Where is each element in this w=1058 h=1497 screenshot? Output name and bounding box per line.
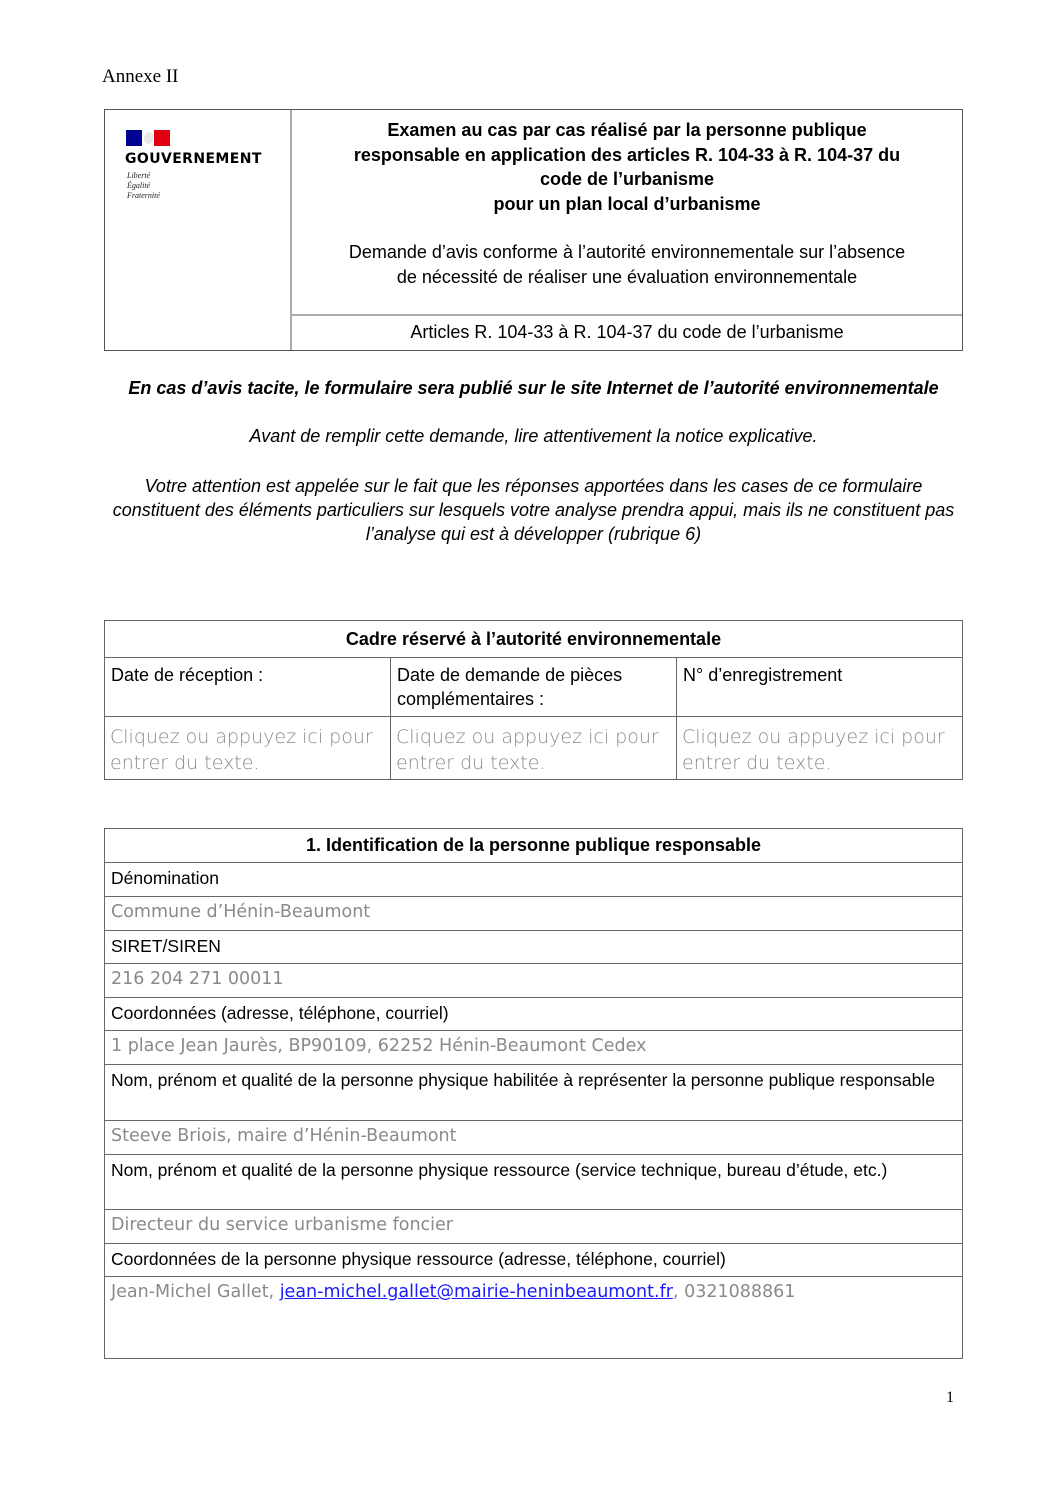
tacit-notice: En cas d’avis tacite, le formulaire sera publié sur le site Internet de l’autorité environnementale	[128, 378, 939, 398]
subtitle-line: de nécessité de réaliser une évaluation environnementale	[396, 266, 858, 287]
contact-label: Coordonnées (adresse, téléphone, courriel)	[105, 998, 963, 1031]
republic-motto	[127, 171, 160, 201]
resource-contact-name: Jean-Michel Gallet,	[111, 1282, 280, 1302]
resource-contact-phone: , 0321088861	[672, 1282, 796, 1302]
resource-contact-email-link[interactable]: jean-michel.gallet@mairie-heninbeaumont.fr	[279, 1282, 673, 1302]
registration-number-field[interactable]: Cliquez ou appuyez ici pour entrer du texte.	[677, 717, 963, 780]
form-title-bold	[292, 118, 962, 216]
denomination-field[interactable]: Commune d’Hénin-Beaumont	[105, 897, 963, 931]
header-table	[104, 109, 963, 351]
government-name: GOUVERNEMENT	[125, 151, 262, 167]
identification-table	[104, 828, 963, 1359]
siret-label: SIRET/SIREN	[105, 931, 963, 964]
reception-date-field[interactable]: Cliquez ou appuyez ici pour entrer du texte.	[105, 717, 391, 780]
title-line: responsable en application des articles R. 104-33 à R. 104-37 du	[353, 144, 901, 165]
marianne-flag-icon	[126, 130, 170, 146]
representative-field[interactable]: Steeve Briois, maire d’Hénin-Beaumont	[105, 1121, 963, 1155]
subtitle-line: Demande d’avis conforme à l’autorité environnementale sur l’absence	[348, 242, 906, 262]
motto-line: Égalité	[127, 181, 151, 190]
title-line: pour un plan local d’urbanisme	[493, 193, 761, 214]
resource-contact-field[interactable]	[105, 1277, 963, 1359]
registration-number-label: N° d’enregistrement	[677, 658, 963, 717]
resource-person-label: Nom, prénom et qualité de la personne physique ressource (service technique, bureau d’étude, etc.)	[105, 1155, 963, 1210]
annex-label: Annexe II	[102, 66, 179, 87]
form-subtitle	[292, 240, 962, 289]
denomination-label: Dénomination	[105, 863, 963, 897]
contact-field[interactable]: 1 place Jean Jaurès, BP90109, 62252 Hénin-Beaumont Cedex	[105, 1031, 963, 1065]
complementary-request-date-label: Date de demande de pièces complémentaires :	[391, 658, 677, 717]
articles-reference: Articles R. 104-33 à R. 104-37 du code de l’urbanisme	[410, 322, 844, 342]
authority-reserved-title: Cadre réservé à l’autorité environnementale	[105, 621, 963, 658]
page-number: 1	[946, 1389, 954, 1406]
logo-cell	[105, 110, 292, 350]
motto-line: Liberté	[127, 171, 151, 180]
resource-contact-label: Coordonnées de la personne physique ressource (adresse, téléphone, courriel)	[105, 1244, 963, 1277]
identification-title: 1. Identification de la personne publique responsable	[105, 829, 963, 863]
title-cell	[292, 110, 962, 350]
attention-notice: Votre attention est appelée sur le fait que les réponses apportées dans les cases de ce formulaire constituent des éléments particuliers sur lesquels votre analyse prendra appui, mais ils ne constituent pas l’analyse qui est à développer (rubrique 6)	[112, 476, 955, 544]
siret-field[interactable]: 216 204 271 00011	[105, 964, 963, 998]
title-line: Examen au cas par cas réalisé par la personne publique	[387, 120, 867, 140]
reception-date-label: Date de réception :	[105, 658, 391, 717]
complementary-request-date-field[interactable]: Cliquez ou appuyez ici pour entrer du texte.	[391, 717, 677, 780]
title-line: code de l’urbanisme	[539, 169, 715, 189]
read-notice: Avant de remplir cette demande, lire attentivement la notice explicative.	[249, 426, 818, 446]
motto-line: Fraternité	[127, 191, 160, 200]
authority-reserved-table	[104, 620, 963, 780]
resource-person-field[interactable]: Directeur du service urbanisme foncier	[105, 1210, 963, 1244]
representative-label: Nom, prénom et qualité de la personne physique habilitée à représenter la personne publique responsable	[105, 1065, 963, 1121]
form-title	[292, 110, 962, 316]
